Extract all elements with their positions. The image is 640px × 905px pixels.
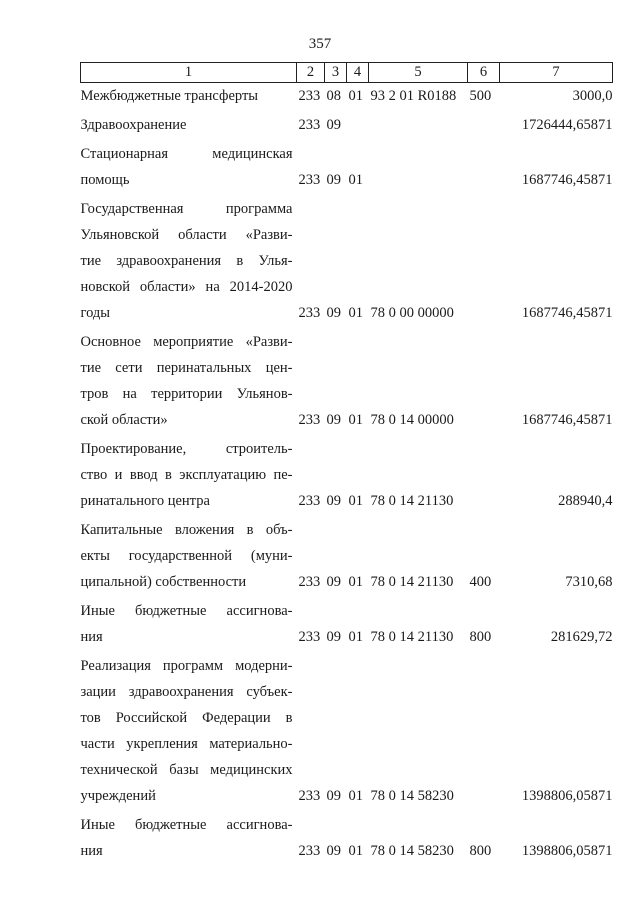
row-name-line: помощь bbox=[80, 172, 130, 188]
row-name-line: Иные бюджетные ассигнова- bbox=[80, 817, 293, 833]
cell-code-section: 09 bbox=[326, 843, 341, 859]
row-name-line: Здравоохранение bbox=[80, 117, 187, 133]
page-number: 357 bbox=[308, 36, 332, 52]
cell-amount: 1687746,45871 bbox=[521, 172, 613, 188]
row-name bbox=[81, 436, 297, 517]
cell-code-expense-type bbox=[468, 196, 500, 329]
table-row bbox=[81, 517, 613, 598]
cell-code-section: 09 bbox=[326, 629, 341, 645]
cell-code-subsection: 01 bbox=[348, 574, 363, 590]
cell-code-target bbox=[369, 141, 468, 196]
row-name-line: технической базы медицинских bbox=[80, 762, 293, 778]
cell-amount: 1726444,65871 bbox=[521, 117, 613, 133]
cell-code-expense-type: 800 bbox=[469, 629, 492, 645]
row-name-line: ципальной) собственности bbox=[80, 574, 247, 590]
column-header-2: 2 bbox=[297, 63, 325, 83]
column-header-5: 5 bbox=[369, 63, 468, 83]
row-name-line: Реализация программ модерни- bbox=[80, 658, 293, 674]
cell-code-target: 78 0 00 00000 bbox=[370, 305, 454, 321]
row-name-line: ринатального центра bbox=[80, 493, 210, 509]
cell-code-admin: 233 bbox=[298, 629, 321, 645]
row-name bbox=[81, 517, 297, 598]
cell-code-subsection: 01 bbox=[348, 493, 363, 509]
cell-code-subsection: 01 bbox=[348, 788, 363, 804]
table-row bbox=[81, 196, 613, 329]
cell-amount: 1398806,05871 bbox=[521, 788, 613, 804]
row-name-line: Ульяновской области «Разви- bbox=[80, 227, 293, 243]
cell-code-subsection: 01 bbox=[348, 305, 363, 321]
row-name-line: Основное мероприятие «Разви- bbox=[80, 334, 293, 350]
row-name-line: тов Российской Федерации в bbox=[80, 710, 293, 726]
cell-code-admin: 233 bbox=[298, 788, 321, 804]
cell-code-section: 09 bbox=[326, 574, 341, 590]
table-row bbox=[81, 812, 613, 867]
cell-code-target: 78 0 14 21130 bbox=[370, 574, 454, 590]
cell-code-admin: 233 bbox=[298, 412, 321, 428]
cell-code-admin: 233 bbox=[298, 574, 321, 590]
cell-amount: 1687746,45871 bbox=[521, 305, 613, 321]
cell-amount: 288940,4 bbox=[558, 493, 613, 509]
cell-code-admin: 233 bbox=[298, 88, 321, 104]
cell-code-target: 78 0 14 21130 bbox=[370, 629, 454, 645]
row-name-line: новской области» на 2014-2020 bbox=[80, 279, 293, 295]
row-name bbox=[81, 329, 297, 436]
table-row bbox=[81, 112, 613, 141]
cell-code-target: 93 2 01 R0188 bbox=[370, 88, 457, 104]
budget-table bbox=[80, 62, 613, 867]
row-name-line: Межбюджетные трансферты bbox=[80, 88, 259, 104]
row-name bbox=[81, 112, 297, 141]
cell-code-expense-type: 400 bbox=[469, 574, 492, 590]
row-name-line: Стационарная медицинская bbox=[80, 146, 293, 162]
cell-code-section: 09 bbox=[326, 305, 341, 321]
cell-amount: 1398806,05871 bbox=[521, 843, 613, 859]
cell-amount: 1687746,45871 bbox=[521, 412, 613, 428]
table-row bbox=[81, 329, 613, 436]
column-header-6: 6 bbox=[468, 63, 500, 83]
cell-amount: 281629,72 bbox=[550, 629, 613, 645]
cell-code-subsection: 01 bbox=[348, 412, 363, 428]
cell-code-expense-type bbox=[468, 141, 500, 196]
column-header-1: 1 bbox=[81, 63, 297, 83]
row-name-line: годы bbox=[80, 305, 111, 321]
cell-code-subsection: 01 bbox=[348, 88, 363, 104]
row-name-line: тие здравоохранения в Улья- bbox=[80, 253, 293, 269]
cell-code-admin: 233 bbox=[298, 117, 321, 133]
column-header-3: 3 bbox=[325, 63, 347, 83]
cell-code-target: 78 0 14 58230 bbox=[370, 788, 454, 804]
table-row bbox=[81, 653, 613, 812]
cell-code-admin: 233 bbox=[298, 493, 321, 509]
cell-code-target: 78 0 14 21130 bbox=[370, 493, 454, 509]
cell-code-section: 09 bbox=[326, 172, 341, 188]
row-name bbox=[81, 653, 297, 812]
cell-code-section: 09 bbox=[326, 788, 341, 804]
cell-code-target: 78 0 14 00000 bbox=[370, 412, 454, 428]
cell-code-target: 78 0 14 58230 bbox=[370, 843, 454, 859]
table-row bbox=[81, 83, 613, 113]
row-name-line: ской области» bbox=[80, 412, 168, 428]
cell-code-subsection: 01 bbox=[348, 629, 363, 645]
cell-code-subsection: 01 bbox=[348, 843, 363, 859]
cell-code-expense-type bbox=[468, 329, 500, 436]
row-name-line: зации здравоохранения субъек- bbox=[80, 684, 293, 700]
cell-code-section: 09 bbox=[326, 412, 341, 428]
row-name bbox=[81, 141, 297, 196]
cell-code-expense-type bbox=[468, 436, 500, 517]
cell-amount: 3000,0 bbox=[572, 88, 613, 104]
table-row bbox=[81, 436, 613, 517]
cell-code-section: 08 bbox=[326, 88, 341, 104]
row-name-line: Государственная программа bbox=[80, 201, 293, 217]
header-row bbox=[81, 63, 613, 83]
row-name-line: ния bbox=[80, 843, 103, 859]
row-name-line: учреждений bbox=[80, 788, 156, 804]
row-name-line: екты государственной (муни- bbox=[80, 548, 293, 564]
row-name-line: Капитальные вложения в объ- bbox=[80, 522, 293, 538]
column-header-7: 7 bbox=[500, 63, 613, 83]
cell-code-expense-type: 800 bbox=[469, 843, 492, 859]
cell-code-subsection: 01 bbox=[348, 172, 363, 188]
cell-code-admin: 233 bbox=[298, 305, 321, 321]
table-row bbox=[81, 598, 613, 653]
row-name bbox=[81, 196, 297, 329]
row-name bbox=[81, 812, 297, 867]
row-name-line: Проектирование, строитель- bbox=[80, 441, 293, 457]
cell-code-section: 09 bbox=[326, 117, 341, 133]
row-name-line: ния bbox=[80, 629, 103, 645]
row-name-line: тие сети перинатальных цен- bbox=[80, 360, 293, 376]
row-name bbox=[81, 83, 297, 113]
column-header-4: 4 bbox=[347, 63, 369, 83]
cell-code-expense-type bbox=[468, 653, 500, 812]
cell-code-target bbox=[369, 112, 468, 141]
row-name-line: Иные бюджетные ассигнова- bbox=[80, 603, 293, 619]
cell-code-expense-type bbox=[468, 112, 500, 141]
row-name-line: тров на территории Ульянов- bbox=[80, 386, 293, 402]
cell-amount: 7310,68 bbox=[565, 574, 613, 590]
row-name bbox=[81, 598, 297, 653]
row-name-line: ство и ввод в эксплуатацию пе- bbox=[80, 467, 293, 483]
cell-code-admin: 233 bbox=[298, 172, 321, 188]
table-row bbox=[81, 141, 613, 196]
table-body bbox=[81, 83, 613, 868]
row-name-line: части укрепления материально- bbox=[80, 736, 293, 752]
cell-code-subsection bbox=[347, 112, 369, 141]
cell-code-expense-type: 500 bbox=[469, 88, 492, 104]
cell-code-section: 09 bbox=[326, 493, 341, 509]
cell-code-admin: 233 bbox=[298, 843, 321, 859]
